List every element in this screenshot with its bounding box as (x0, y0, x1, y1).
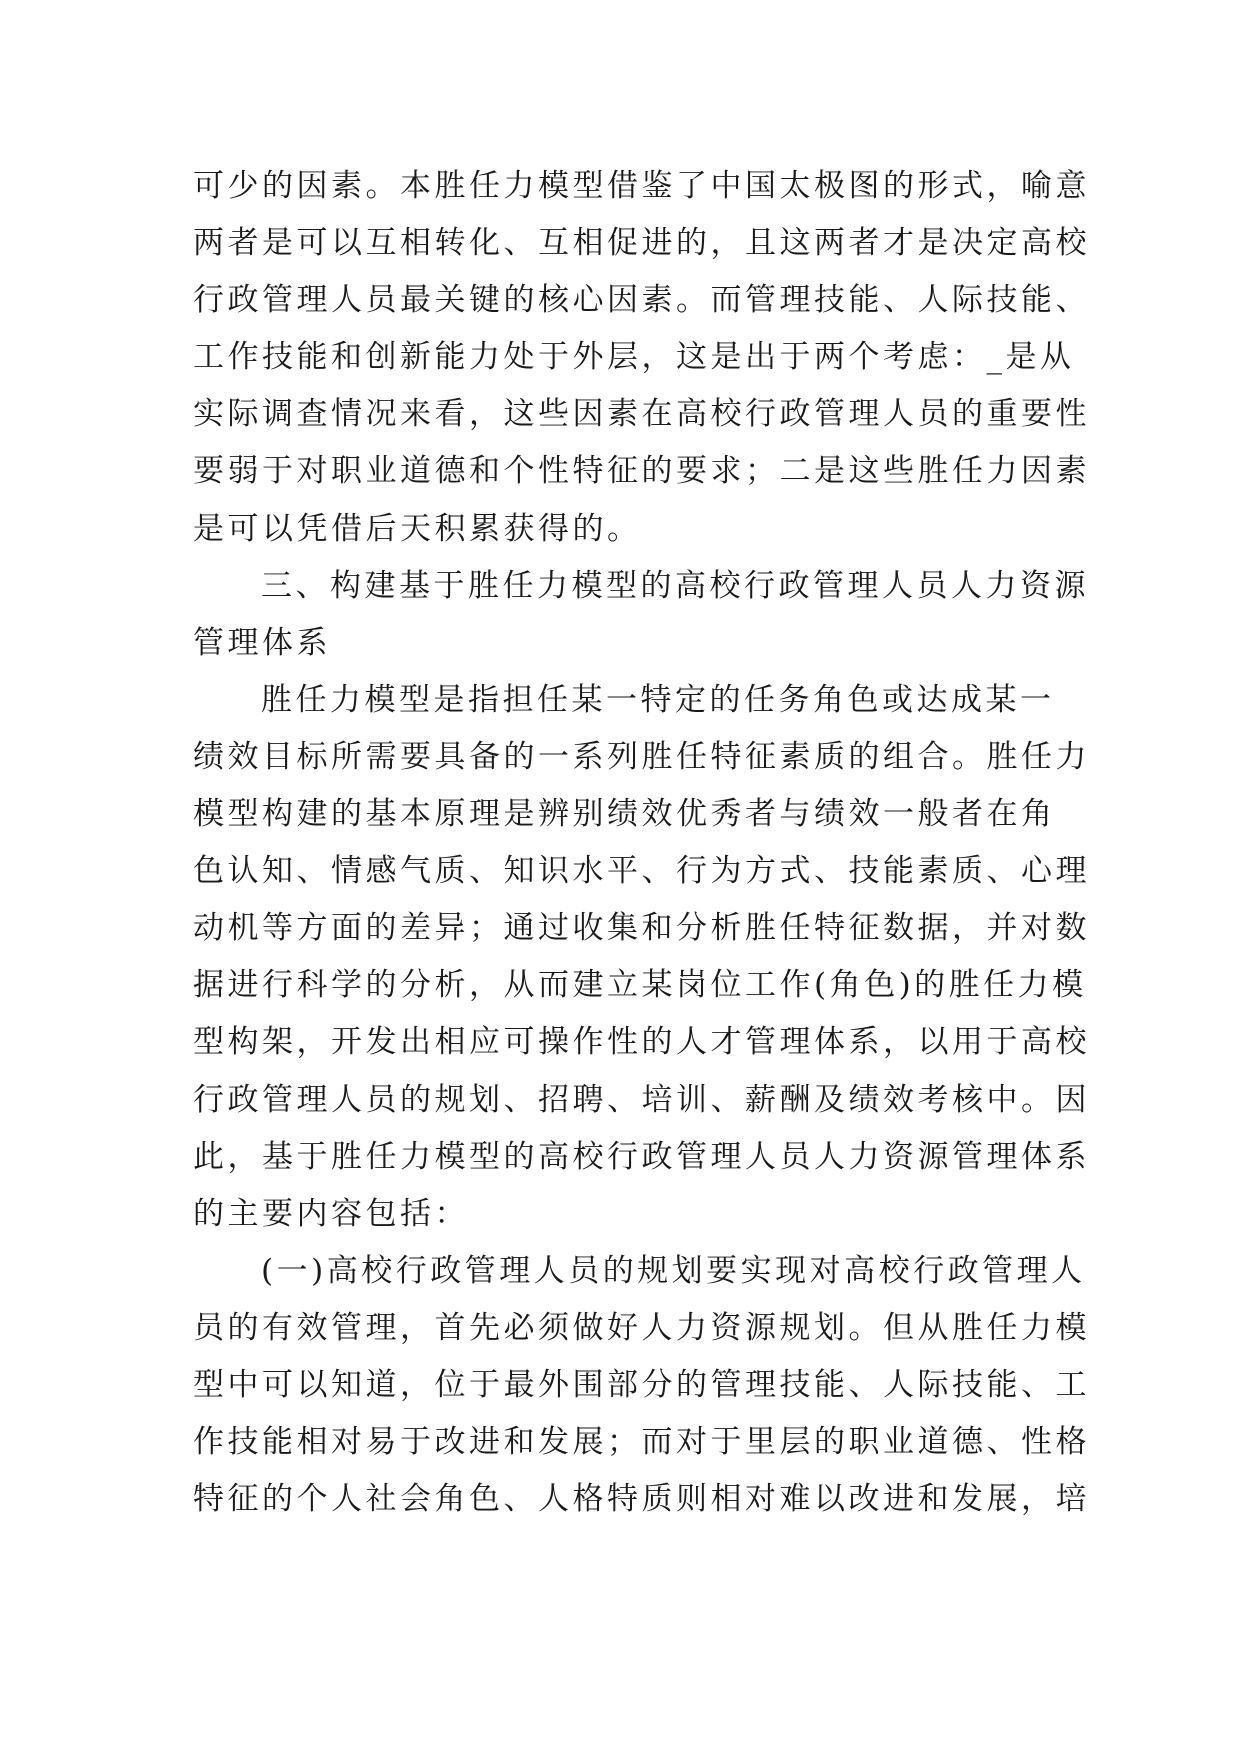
text-line: 行政管理人员的规划、招聘、培训、薪酬及绩效考核中。因 (193, 1081, 1090, 1118)
text-line: 管理体系 (193, 624, 331, 661)
text-line: 两者是可以互相转化、互相促进的，且这两者才是决定高校 (193, 225, 1090, 262)
text-line: 特征的个人社会角色、人格特质则相对难以改进和发展，培 (193, 1481, 1090, 1518)
text-line: 型构架，开发出相应可操作性的人才管理体系，以用于高校 (193, 1024, 1090, 1061)
text-line: 实际调查情况来看，这些因素在高校行政管理人员的重要性 (193, 396, 1090, 433)
text-line: 此，基于胜任力模型的高校行政管理人员人力资源管理体系 (193, 1138, 1090, 1175)
text-line: 要弱于对职业道德和个性特征的要求；二是这些胜任力因素 (193, 453, 1090, 490)
text-line: 动机等方面的差异；通过收集和分析胜任特征数据，并对数 (193, 910, 1090, 947)
text-line: 是可以凭借后天积累获得的。 (193, 510, 642, 547)
text-line: 行政管理人员最关键的核心因素。而管理技能、人际技能、 (193, 282, 1090, 319)
text-line: 工作技能和创新能力处于外层，这是出于两个考虑：_是从 (193, 339, 1075, 376)
text-line: 型中可以知道，位于最外围部分的管理技能、人际技能、工 (193, 1366, 1090, 1403)
text-line: 胜任力模型是指担任某一特定的任务角色或达成某一 (261, 681, 1055, 718)
text-line: 色认知、情感气质、知识水平、行为方式、技能素质、心理 (193, 853, 1090, 890)
text-line: (一)高校行政管理人员的规划要实现对高校行政管理人 (261, 1252, 1086, 1289)
text-line: 模型构建的基本原理是辨别绩效优秀者与绩效一般者在角 (193, 796, 1056, 833)
body-text (193, 158, 1090, 1528)
text-line: 员的有效管理，首先必须做好人力资源规划。但从胜任力模 (193, 1309, 1090, 1346)
text-line: 可少的因素。本胜任力模型借鉴了中国太极图的形式，喻意 (193, 168, 1090, 204)
text-line: 作技能相对易于改进和发展；而对于里层的职业道德、性格 (193, 1424, 1090, 1461)
text-line: 的主要内容包括： (193, 1195, 469, 1232)
text-line: 据进行科学的分析，从而建立某岗位工作(角色)的胜任力模 (193, 967, 1087, 1004)
text-line: 三、构建基于胜任力模型的高校行政管理人员人力资源 (261, 567, 1089, 604)
text-line: 绩效目标所需要具备的一系列胜任特征素质的组合。胜任力 (193, 738, 1090, 775)
